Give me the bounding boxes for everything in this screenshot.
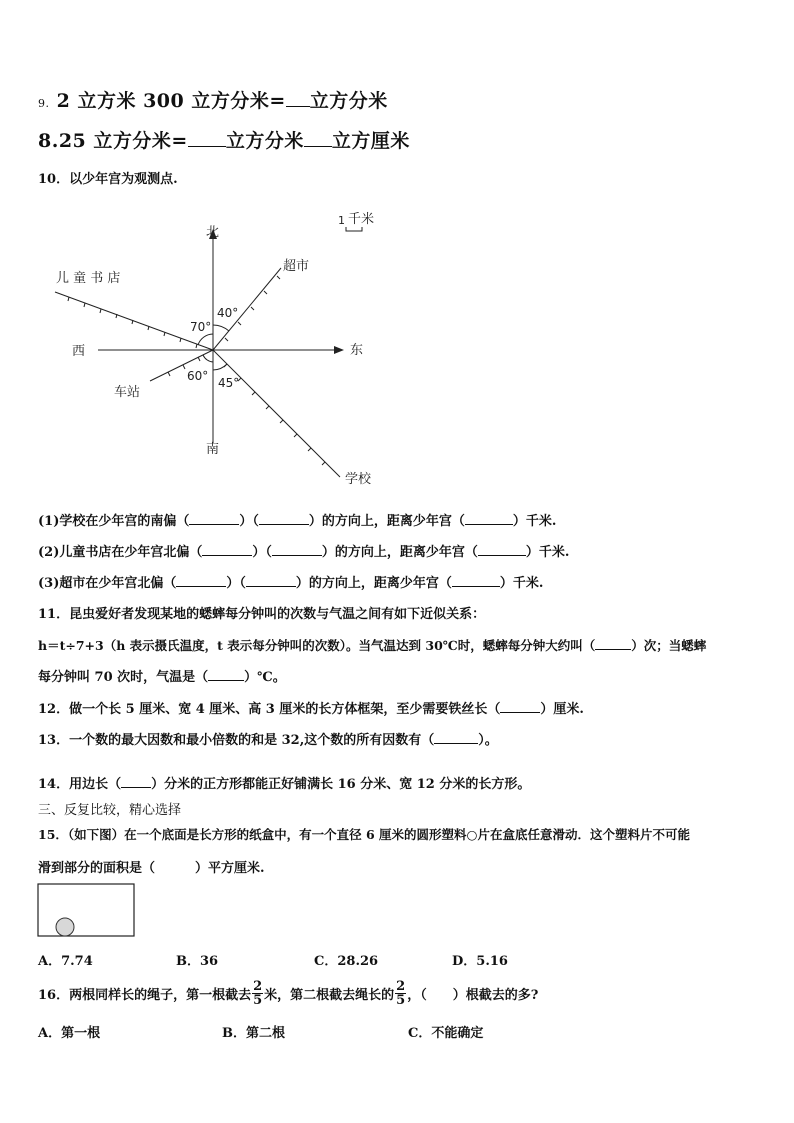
q9-line2-text: 8.25 立方分米=	[38, 130, 188, 152]
q16-frac2-num: 2	[396, 979, 406, 994]
q13	[38, 729, 498, 748]
q14	[38, 773, 530, 792]
label-west: 西	[72, 344, 86, 359]
q15-line1: 15．（如下图）在一个底面是长方形的纸盒中，有一个直径 6 厘米的圆形塑料○片在盒底任意滑动．这个塑料片不可能	[38, 827, 690, 842]
label-supermarket: 超市	[283, 259, 310, 274]
q10-1-blank-c[interactable]	[465, 510, 513, 525]
q16-text-b: 米，第二根截去绳长的	[264, 988, 395, 1003]
q16-option-c[interactable]: C．不能确定	[408, 1026, 484, 1041]
q16-text-a: 16．两根同样长的绳子，第一根截去	[38, 988, 252, 1003]
q9-number: 9.	[38, 97, 50, 110]
q14-text-a: 14．用边长（	[38, 777, 122, 792]
q10-item-1-p1: (1)学校在少年宫的南偏（	[38, 514, 190, 529]
q11-line3	[38, 666, 286, 685]
q10-item-1	[38, 510, 556, 529]
q11-line2b: ）次；当蟋蟀	[631, 638, 707, 653]
q15-blank[interactable]	[155, 858, 195, 872]
label-angle-70: 70°	[190, 320, 212, 334]
ray-school	[213, 350, 340, 477]
q10-3-blank-b[interactable]	[246, 572, 296, 587]
label-scale-unit: 千米	[348, 212, 375, 227]
q12-text-a: 12．做一个长 5 厘米、宽 4 厘米、高 3 厘米的长方体框架，至少需要铁丝长（	[38, 702, 501, 717]
scale-bar	[346, 227, 362, 231]
q10-item-1-p2: ）（	[239, 514, 259, 529]
q14-blank[interactable]	[121, 773, 151, 788]
q9-line1-end: 立方分米	[309, 90, 388, 112]
q10-2-blank-c[interactable]	[478, 541, 526, 556]
q15-option-b[interactable]: B．36	[176, 954, 219, 969]
q10-item-3-p3: ）的方向上，距离少年宫（	[295, 576, 452, 591]
q15-option-a[interactable]: A．7.74	[38, 954, 93, 969]
q16-frac1-num: 2	[253, 979, 263, 994]
q12-text-b: ）厘米.	[540, 702, 584, 717]
q16-frac2-den: 5	[396, 993, 406, 1008]
label-scale-num: 1	[338, 214, 345, 227]
q16-option-a[interactable]: A．第一根	[38, 1026, 101, 1041]
arc-45	[213, 364, 227, 370]
q16	[38, 980, 538, 1007]
q12	[38, 698, 584, 717]
q11-line1: 11．昆虫爱好者发现某地的蟋蟀每分钟叫的次数与气温之间有如下近似关系：	[38, 607, 486, 622]
label-north: 北	[206, 225, 220, 240]
q12-blank[interactable]	[500, 698, 540, 713]
q16-fraction-2	[395, 980, 406, 1007]
q10-2-blank-b[interactable]	[272, 541, 322, 556]
q10-1-blank-a[interactable]	[189, 510, 239, 525]
q10-title: 10．以少年宫为观测点.	[38, 172, 178, 187]
label-station: 车站	[114, 385, 141, 400]
q16-option-b[interactable]: B．第二根	[222, 1026, 285, 1041]
q10-item-2	[38, 541, 569, 560]
q11-blank-1[interactable]	[595, 635, 631, 650]
q16-text-d: ）根截去的多?	[452, 988, 539, 1003]
q16-text-c: ，（	[407, 988, 427, 1003]
label-south: 南	[206, 442, 220, 457]
q11-line2	[38, 635, 706, 654]
compass-diagram	[0, 195, 420, 495]
q13-text-b: ）。	[478, 733, 498, 748]
label-east: 东	[350, 343, 364, 358]
section3-heading: 三、反复比较，精心选择	[38, 803, 182, 818]
q9-blank-1[interactable]	[286, 92, 310, 107]
q15-option-d[interactable]: D．5.16	[452, 954, 508, 969]
q9-blank-2[interactable]	[188, 132, 226, 147]
arc-40	[213, 325, 229, 331]
paper-box	[38, 884, 134, 936]
q10-3-blank-c[interactable]	[452, 572, 500, 587]
q11-blank-2[interactable]	[208, 666, 244, 681]
q10-3-blank-a[interactable]	[176, 572, 226, 587]
east-arrow	[334, 346, 344, 354]
q15-line2	[38, 857, 265, 876]
q15-option-c[interactable]: C．28.26	[314, 954, 379, 969]
q10-item-2-p2: ）（	[252, 545, 272, 560]
label-angle-40: 40°	[217, 306, 239, 320]
q10-item-1-p4: ）千米.	[512, 514, 557, 529]
q15-line2b: ）平方厘米.	[195, 861, 265, 876]
ticks-bookstore	[68, 297, 197, 348]
q11-line2a: h＝t÷7+3（h 表示摄氏温度，t 表示每分钟叫的次数）。当气温达到 30℃时，蟋蟀每分钟大约叫（	[38, 638, 596, 653]
q11-line3a: 每分钟叫 70 次时，气温是（	[38, 670, 209, 685]
label-angle-45: 45°	[218, 376, 240, 390]
q9-line1-text: 2 立方米 300 立方分米=	[56, 90, 286, 112]
q16-frac1-den: 5	[253, 993, 263, 1008]
q10-item-3-p2: ）（	[226, 576, 246, 591]
q15-line2a: 滑到部分的面积是（	[38, 861, 156, 876]
q9-line2-mid: 立方分米	[225, 130, 304, 152]
q11-line3b: ）℃。	[244, 670, 286, 685]
q10-item-3	[38, 572, 543, 591]
label-bookstore: 儿 童 书 店	[56, 271, 121, 286]
q13-text-a: 13．一个数的最大因数和最小倍数的和是 32,这个数的所有因数有（	[38, 733, 435, 748]
q14-text-b: ）分米的正方形都能正好铺满长 16 分米、宽 12 分米的长方形。	[151, 777, 531, 792]
q9-line1	[38, 86, 388, 113]
q9-blank-3[interactable]	[304, 132, 332, 147]
q9-line2	[38, 126, 410, 153]
q16-fraction-1	[252, 980, 263, 1007]
q10-item-2-p3: ）的方向上，距离少年宫（	[321, 545, 478, 560]
box-figure	[37, 883, 137, 939]
label-angle-60: 60°	[187, 369, 209, 383]
q10-item-2-p4: ）千米.	[525, 545, 570, 560]
q10-item-3-p1: (3)超市在少年宫北偏（	[38, 576, 177, 591]
q16-blank[interactable]	[427, 987, 453, 1001]
q13-blank[interactable]	[434, 729, 478, 744]
q10-item-3-p4: ）千米.	[499, 576, 544, 591]
q10-item-1-p3: ）的方向上，距离少年宫（	[308, 514, 465, 529]
q10-2-blank-a[interactable]	[202, 541, 252, 556]
arc-60	[203, 355, 213, 362]
q9-line2-end: 立方厘米	[331, 130, 410, 152]
q10-item-2-p1: (2)儿童书店在少年宫北偏（	[38, 545, 203, 560]
q10-1-blank-b[interactable]	[259, 510, 309, 525]
arc-70	[198, 334, 213, 345]
label-school: 学校	[345, 472, 372, 487]
plastic-disc	[56, 918, 74, 936]
